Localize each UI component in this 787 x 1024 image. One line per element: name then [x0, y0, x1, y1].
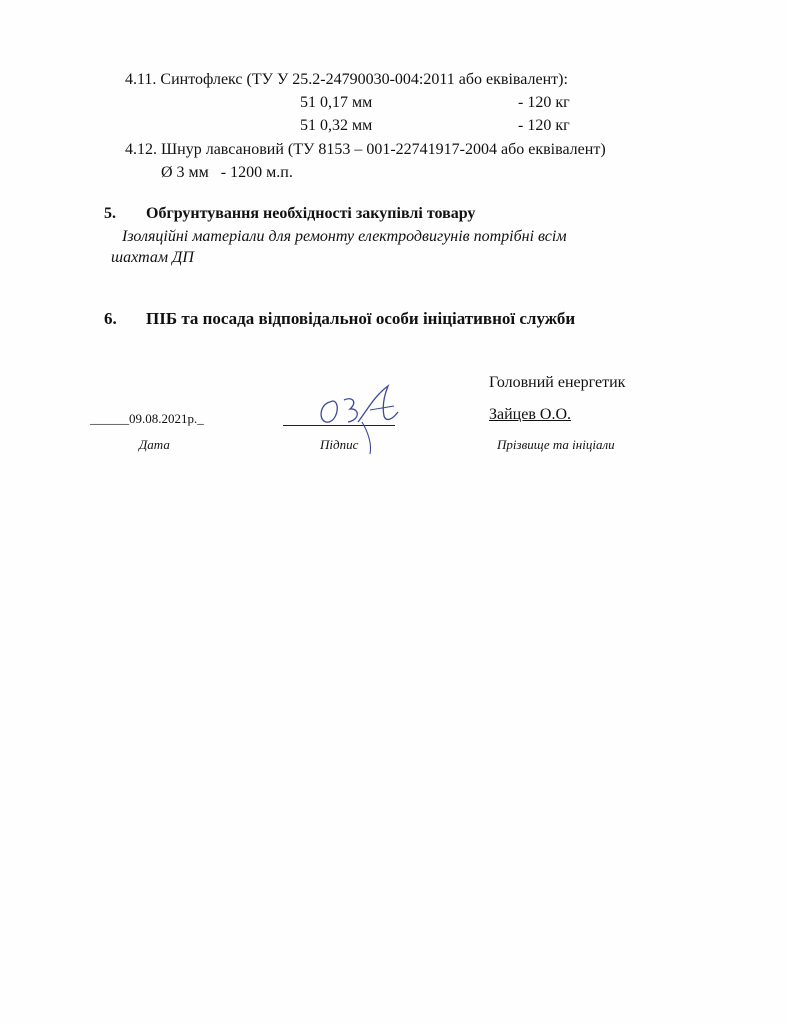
item-4-11-title: 4.11. Синтофлекс (ТУ У 25.2-24790030-004:2011 або еквівалент): — [125, 71, 568, 88]
date-value: ______09.08.2021р._ — [90, 411, 204, 426]
date-caption: Дата — [139, 437, 170, 452]
section-6-heading: ПІБ та посада відповідальної особи ініціативної служби — [146, 309, 576, 328]
item-4-12-title: 4.12. Шнур лавсановий (ТУ 8153 – 001-22741917-2004 або еквівалент) — [125, 141, 606, 158]
item-4-11-row-2-qty: - 120 кг — [518, 117, 570, 134]
section-5-text-line-1: Ізоляційні матеріали для ремонту електродвигунів потрібні всім — [122, 228, 567, 245]
item-4-11-row-2-name: 51 0,32 мм — [300, 117, 373, 134]
signer-position: Головний енергетик — [489, 374, 626, 391]
section-5-number: 5. — [104, 205, 116, 222]
section-6-number: 6. — [104, 309, 117, 328]
item-4-12-row: Ø 3 мм - 1200 м.п. — [161, 164, 293, 181]
section-5-heading: Обгрунтування необхідності закупівлі товару — [146, 205, 476, 222]
signer-name: Зайцев О.О. — [489, 406, 572, 423]
signature-caption: Підпис — [320, 437, 359, 452]
item-4-11-row-1-qty: - 120 кг — [518, 94, 570, 111]
item-4-11-row-1-name: 51 0,17 мм — [300, 94, 373, 111]
section-5-text-line-2: шахтам ДП — [111, 249, 194, 266]
name-caption: Прізвище та ініціали — [497, 437, 615, 452]
